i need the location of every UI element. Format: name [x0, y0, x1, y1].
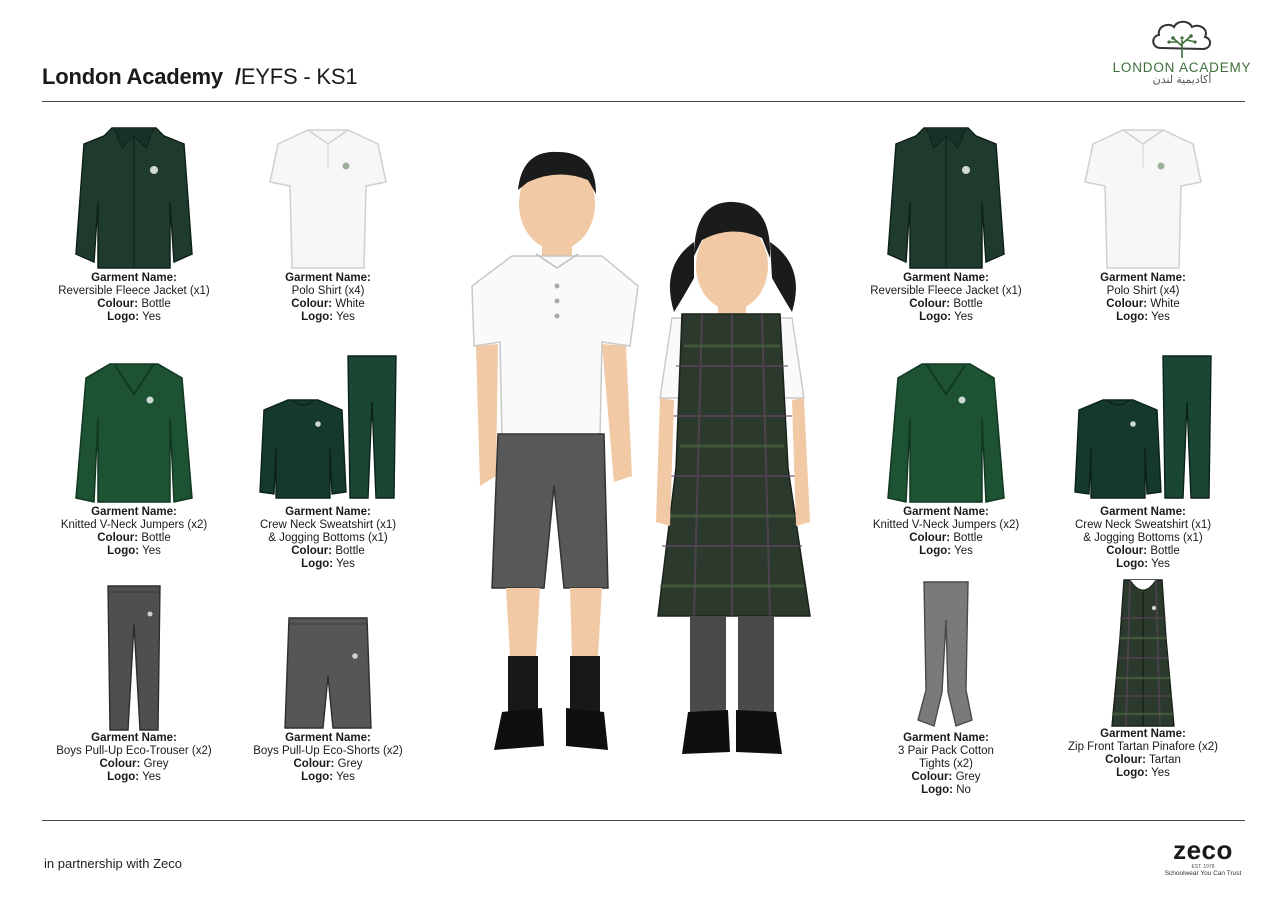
logo-label: Logo: [301, 771, 334, 783]
colour-label: Colour: [909, 298, 951, 310]
colour-label: Colour: [97, 532, 139, 544]
garment-name: Knitted V-Neck Jumpers (x2) [872, 519, 1020, 531]
title-separator: / [234, 64, 241, 89]
boy-figure-icon [472, 152, 638, 750]
garment-name-line2: & Jogging Bottoms (x1) [268, 532, 388, 544]
garment-name: Boys Pull-Up Eco-Shorts (x2) [253, 745, 403, 757]
header-divider [42, 101, 1245, 102]
garment-name: Reversible Fleece Jacket (x1) [58, 285, 210, 297]
children-illustration [462, 146, 818, 758]
logo-label: Logo: [301, 311, 334, 323]
garment-card-sweatshirt-joggers-right [1043, 352, 1243, 571]
garment-name: Crew Neck Sweatshirt (x1) [259, 519, 397, 531]
garment-colour: Bottle [335, 545, 365, 557]
fleece-jacket-icon [74, 122, 194, 272]
garment-logo: No [956, 784, 971, 796]
tights-icon [916, 580, 976, 732]
fleece-jacket-icon [886, 122, 1006, 272]
garment-logo: Yes [1151, 767, 1170, 779]
garment-card-shorts [228, 616, 428, 784]
garment-name: Boys Pull-Up Eco-Trouser (x2) [56, 745, 212, 757]
garment-colour: Grey [337, 758, 363, 770]
garment-name-line2: Tights (x2) [919, 758, 973, 770]
garment-colour: Bottle [141, 298, 171, 310]
colour-label: Colour: [1106, 545, 1148, 557]
logo-text: LONDON ACADEMY [1112, 60, 1252, 75]
school-logo [1112, 18, 1252, 93]
tartan-pinafore-icon [1110, 578, 1176, 728]
garment-colour: White [1150, 298, 1180, 310]
logo-label: Logo: [1116, 767, 1149, 779]
colour-label: Colour: [291, 545, 333, 557]
garment-name: Crew Neck Sweatshirt (x1) [1074, 519, 1212, 531]
garment-card-v-neck-jumper-left [34, 358, 234, 558]
logo-label: Logo: [919, 311, 952, 323]
footer-divider [42, 820, 1245, 821]
garment-card-polo-shirt-left [228, 122, 428, 324]
logo-label: Logo: [1116, 558, 1149, 570]
garment-name: 3 Pair Pack Cotton [898, 745, 994, 757]
garment-logo: Yes [1151, 311, 1170, 323]
garment-label: Garment Name: [91, 506, 177, 518]
garment-card-sweatshirt-joggers-left [228, 352, 428, 571]
logo-label: Logo: [301, 558, 334, 570]
garment-logo: Yes [1151, 558, 1170, 570]
logo-label: Logo: [107, 311, 140, 323]
shorts-icon [283, 616, 373, 732]
garment-logo: Yes [954, 311, 973, 323]
school-name: London Academy [42, 64, 223, 89]
trousers-icon [104, 584, 164, 732]
garment-colour: Grey [143, 758, 169, 770]
polo-shirt-icon [268, 122, 388, 272]
logo-label: Logo: [1116, 311, 1149, 323]
garment-colour: Bottle [141, 532, 171, 544]
garment-card-fleece-jacket-right [846, 122, 1046, 324]
polo-shirt-icon [1083, 122, 1203, 272]
stage-name: EYFS - KS1 [240, 64, 358, 89]
tree-logo-icon [1147, 18, 1217, 60]
sweatshirt-joggers-icon [1073, 352, 1213, 506]
garment-logo: Yes [142, 771, 161, 783]
colour-label: Colour: [1105, 754, 1146, 766]
garment-label: Garment Name: [1100, 506, 1186, 518]
logo-arabic-text: أكاديمية لندن [1152, 74, 1212, 86]
colour-label: Colour: [909, 532, 951, 544]
zeco-tagline: Schoolwear You Can Trust [1164, 870, 1242, 877]
logo-label: Logo: [919, 545, 952, 557]
garment-colour: Grey [955, 771, 981, 783]
garment-label: Garment Name: [285, 272, 371, 284]
garment-label: Garment Name: [903, 506, 989, 518]
garment-name: Reversible Fleece Jacket (x1) [870, 285, 1022, 297]
girl-figure-icon [656, 202, 810, 754]
garment-card-v-neck-jumper-right [846, 358, 1046, 558]
garment-logo: Yes [336, 311, 355, 323]
garment-logo: Yes [336, 558, 355, 570]
garment-logo: Yes [142, 545, 161, 557]
garment-colour: White [335, 298, 365, 310]
garment-logo: Yes [142, 311, 161, 323]
garment-logo: Yes [336, 771, 355, 783]
garment-name: Polo Shirt (x4) [291, 285, 365, 297]
colour-label: Colour: [291, 298, 333, 310]
garment-label: Garment Name: [903, 732, 989, 744]
v-neck-jumper-icon [886, 358, 1006, 506]
garment-card-tights [846, 580, 1046, 797]
garment-label: Garment Name: [903, 272, 989, 284]
garment-colour: Bottle [953, 298, 983, 310]
logo-label: Logo: [107, 771, 140, 783]
page-title [42, 64, 357, 90]
garment-colour: Tartan [1148, 754, 1181, 766]
garment-name: Zip Front Tartan Pinafore (x2) [1068, 741, 1218, 753]
colour-label: Colour: [99, 758, 141, 770]
zeco-wordmark: zeco [1173, 835, 1233, 865]
garment-label: Garment Name: [285, 732, 371, 744]
zeco-logo [1158, 836, 1248, 877]
garment-card-tartan-pinafore [1043, 578, 1243, 780]
logo-label: Logo: [107, 545, 140, 557]
garment-label: Garment Name: [91, 272, 177, 284]
garment-label: Garment Name: [1100, 728, 1186, 740]
garment-logo: Yes [954, 545, 973, 557]
colour-label: Colour: [97, 298, 139, 310]
garment-label: Garment Name: [1100, 272, 1186, 284]
garment-card-trousers [34, 584, 234, 784]
v-neck-jumper-icon [74, 358, 194, 506]
zeco-est: EST. 1978 [1191, 864, 1215, 870]
garment-colour: Bottle [953, 532, 983, 544]
colour-label: Colour: [293, 758, 335, 770]
garment-label: Garment Name: [285, 506, 371, 518]
garment-name: Polo Shirt (x4) [1106, 285, 1180, 297]
sweatshirt-joggers-icon [258, 352, 398, 506]
garment-card-fleece-jacket-left [34, 122, 234, 324]
garment-name-line2: & Jogging Bottoms (x1) [1083, 532, 1203, 544]
garment-colour: Bottle [1150, 545, 1180, 557]
garment-card-polo-shirt-right [1043, 122, 1243, 324]
garment-label: Garment Name: [91, 732, 177, 744]
colour-label: Colour: [1106, 298, 1148, 310]
logo-label: Logo: [921, 784, 954, 796]
garment-name: Knitted V-Neck Jumpers (x2) [60, 519, 208, 531]
colour-label: Colour: [911, 771, 953, 783]
partner-text: in partnership with Zeco [44, 856, 183, 871]
